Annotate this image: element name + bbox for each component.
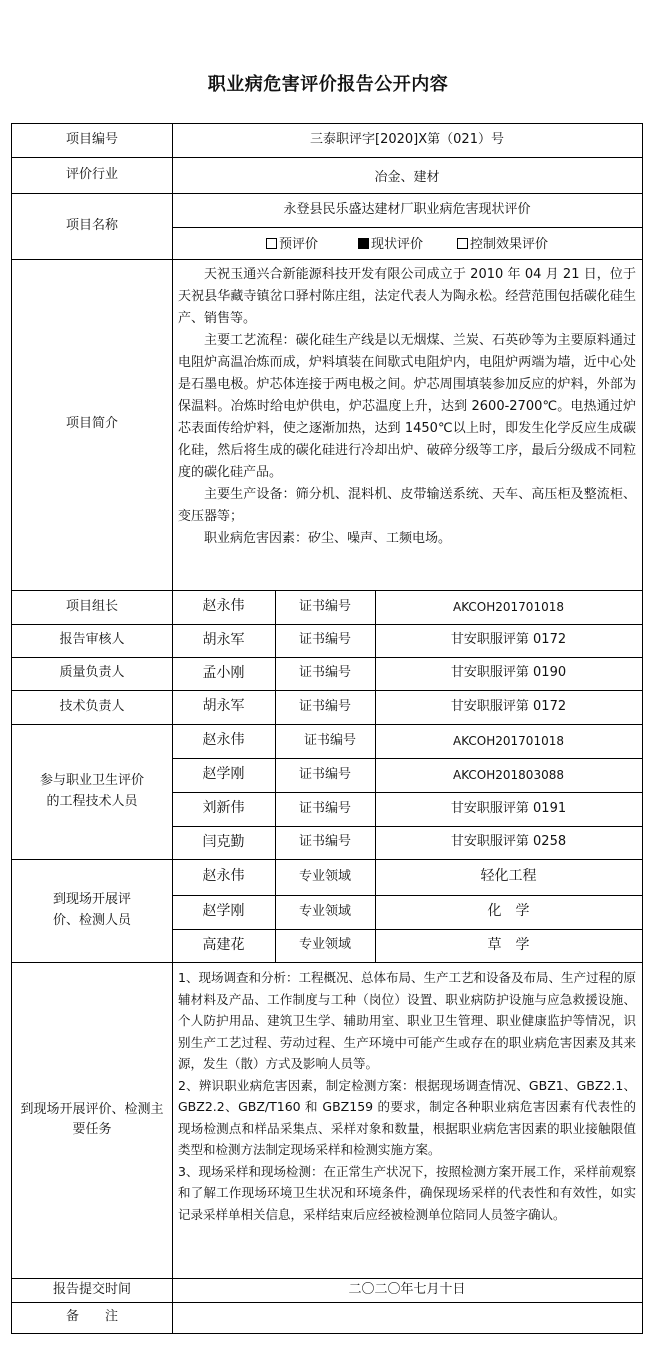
document-title: 职业病危害评价报告公开内容 <box>207 74 449 95</box>
participant-name: 赵永伟 <box>202 732 245 749</box>
task-paragraph: 2、辨识职业病危害因素，制定检测方案：根据现场调查情况、GBZ1、GBZ2.1、GBZ2.2、GBZ/T160 和 GBZ159 的要求，制定各种职业病危害因素有代表性的现场检测点和样品采集点、采样对象和数量，根据职业病危害因素的职业接触限值类型和检测方法制定现场采样和检测实施方案。 <box>178 1077 636 1157</box>
participant-name: 闫克勤 <box>202 833 245 850</box>
cert-no-label: 证书编号 <box>298 632 351 648</box>
eval-type-options <box>172 227 642 259</box>
label-project-name: 项目名称 <box>65 217 118 233</box>
participant-name: 刘新伟 <box>202 800 245 817</box>
participant-cert: AKCOH201803088 <box>453 767 564 782</box>
project-no-value: 三泰职评字[2020]X第（021）号 <box>310 132 504 148</box>
leader-cert: AKCOH201701018 <box>453 599 564 614</box>
label-industry: 评价行业 <box>65 166 118 182</box>
label-tech: 技术负责人 <box>59 698 125 714</box>
cert-no-label: 证书编号 <box>298 834 351 850</box>
onsite-field: 化 学 <box>487 903 530 920</box>
quality-name: 孟小刚 <box>202 664 245 681</box>
field-label: 专业领域 <box>298 868 351 884</box>
checkbox-unchecked-icon <box>457 238 468 249</box>
onsite-field: 轻化工程 <box>480 868 537 885</box>
onsite-name: 赵学刚 <box>202 903 245 920</box>
participant-cert: 甘安职服评第 0191 <box>450 800 567 816</box>
task-paragraph: 3、现场采样和现场检测：在正常生产状况下，按照检测方案开展工作，采样前观察和了解工作现场环境卫生状况和环境条件，确保现场采样的代表性和有效性，如实记录采样单相关信息，采样结束后应经被检测单位陪同人员签字确认。 <box>178 1163 636 1222</box>
eval-type-current[interactable] <box>358 235 423 255</box>
leader-name: 赵永伟 <box>202 598 245 615</box>
label-remark: 备 注 <box>65 1309 118 1325</box>
industry-value: 冶金、建材 <box>374 169 440 185</box>
label-quality: 质量负责人 <box>59 665 125 681</box>
info-table <box>11 123 643 1334</box>
label-tasks: 到现场开展评价、检测主要任务 <box>20 1101 164 1137</box>
label-onsite: 到现场开展评价、检测人员 <box>52 892 131 928</box>
cert-no-label: 证书编号 <box>298 665 351 681</box>
eval-type-pre-label: 预评价 <box>278 236 318 252</box>
cert-no-label: 证书编号 <box>298 598 351 614</box>
intro-paragraph: 职业病危害因素：矽尘、噪声、工频电场。 <box>204 531 452 546</box>
reviewer-name: 胡永军 <box>202 631 245 648</box>
checkbox-checked-icon <box>358 238 369 249</box>
intro-paragraph: 主要生产设备：筛分机、混料机、皮带输送系统、天车、高压柜及整流柜、变压器等； <box>178 487 636 524</box>
intro-paragraph: 主要工艺流程：碳化硅生产线是以无烟煤、兰炭、石英砂等为主要原料通过电阻炉高温冶炼而成，炉料填装在间歇式电阻炉内，电阻炉两端为墙，近中心处是石墨电极。炉芯体连接于两电极之间。炉芯周围填装参加反应的炉料，外部为保温料。冶炼时给电炉供电，炉芯温度上升，达到 2600-2700℃。电热通过炉芯表面传给炉料，使之逐渐加热，达到 1450℃以上时，即发生化学反应生成碳化硅，然后将生成的碳化硅进行冷却出炉、破碎分级等工序，最后分级成不同粒度的碳化硅产品。 <box>178 333 636 480</box>
cert-no-label: 证书编号 <box>298 698 351 714</box>
remark-value <box>172 1302 642 1333</box>
checkbox-unchecked-icon <box>266 238 277 249</box>
label-participants: 参与职业卫生评价的工程技术人员 <box>39 773 144 809</box>
eval-type-control[interactable] <box>457 235 548 255</box>
label-project-no: 项目编号 <box>65 132 118 148</box>
tech-name: 胡永军 <box>202 698 245 715</box>
tech-cert: 甘安职服评第 0172 <box>450 698 567 714</box>
quality-cert: 甘安职服评第 0190 <box>450 665 567 681</box>
eval-type-pre[interactable] <box>266 235 318 255</box>
field-label: 专业领域 <box>298 903 351 919</box>
task-paragraph: 1、现场调查和分析：工程概况、总体布局、生产工艺和设备及布局、生产过程的原辅材料及产品、工作制度与工种（岗位）设置、职业病防护设施与应急救援设施、个人防护用品、建筑卫生学、辅助用室、职业卫生管理、职业健康监护等情况，识别生产工艺过程、劳动过程、生产环境中可能产生或存在的职业病危害因素及其来源，发生（散）方式及影响人员等。 <box>178 970 636 1071</box>
onsite-field: 草 学 <box>487 936 530 953</box>
submit-time-value: 二〇二〇年七月十日 <box>348 1281 466 1297</box>
participant-name: 赵学刚 <box>202 766 245 783</box>
project-name-value: 永登县民乐盛达建材厂职业病危害现状评价 <box>283 201 531 217</box>
eval-type-current-label: 现状评价 <box>370 236 423 252</box>
label-reviewer: 报告审核人 <box>59 632 125 648</box>
onsite-name: 高建花 <box>202 936 245 953</box>
reviewer-cert: 甘安职服评第 0172 <box>450 632 567 648</box>
cert-no-label: 证书编号 <box>298 766 351 782</box>
label-submit-time: 报告提交时间 <box>52 1281 131 1297</box>
cert-no-label: 证书编号 <box>303 732 356 748</box>
participant-cert: AKCOH201701018 <box>453 733 564 748</box>
cert-no-label: 证书编号 <box>298 800 351 816</box>
label-intro: 项目简介 <box>65 416 118 432</box>
field-label: 专业领域 <box>298 937 351 953</box>
tasks-text <box>178 967 636 1225</box>
onsite-name: 赵永伟 <box>202 868 245 885</box>
label-leader: 项目组长 <box>65 598 118 614</box>
eval-type-control-label: 控制效果评价 <box>470 236 549 252</box>
intro-text <box>178 264 636 550</box>
intro-paragraph: 天祝玉通兴合新能源科技开发有限公司成立于 2010 年 04 月 21 日，位于天祝县华藏寺镇岔口驿村陈庄组，法定代表人为陶永松。经营范围包括碳化硅生产、销售等。 <box>178 267 636 326</box>
participant-cert: 甘安职服评第 0258 <box>450 834 567 850</box>
